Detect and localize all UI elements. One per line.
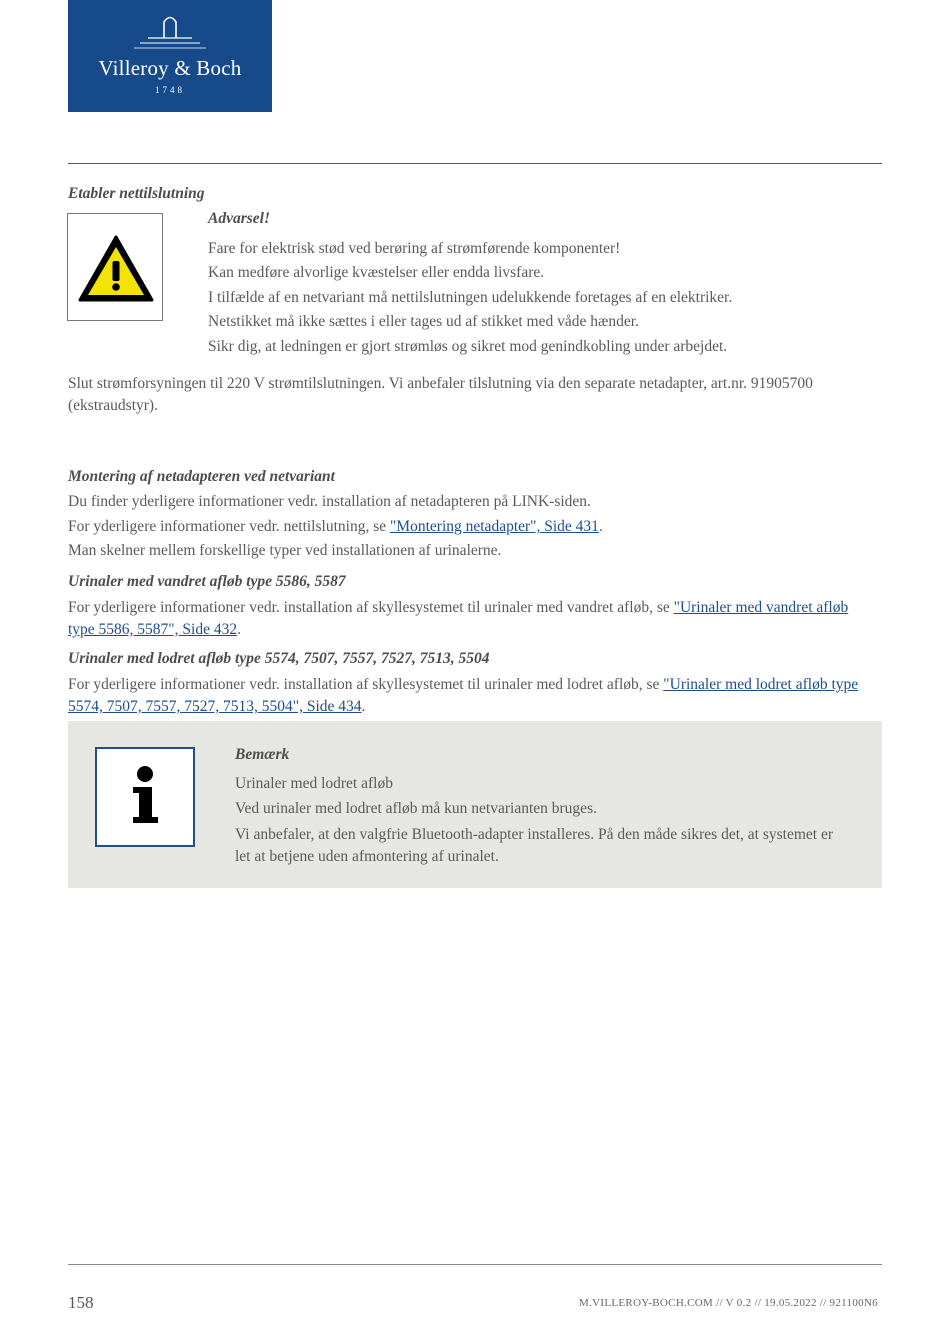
- logo-brand-text: Villeroy & Boch: [98, 56, 242, 80]
- warning-line-2: Kan medføre alvorlige kvæstelser eller endda livsfare.: [208, 264, 545, 281]
- vandret-prefix: For yderligere informationer vedr. installation af skyllesystemet til urinaler med vandret afløb, se: [68, 599, 674, 616]
- logo-year: 1748: [155, 85, 185, 95]
- warning-triangle-icon: [77, 234, 155, 304]
- lodret-afloeb-link[interactable]: "Urinaler med lodret afløb type 5574, 7507, 7557, 7527, 7513, 5504", Side 434: [68, 676, 859, 715]
- lodret-prefix: For yderligere informationer vedr. installation af skyllesystemet til urinaler med lodret afløb, se: [68, 676, 664, 693]
- vandret-afloeb-paragraph: [68, 597, 858, 641]
- note-title: Bemærk: [235, 746, 290, 763]
- montering-netadapter-link[interactable]: "Montering netadapter", Side 431: [389, 518, 599, 535]
- brand-logo: [68, 0, 272, 112]
- warning-icon-frame: [67, 213, 163, 321]
- note-line-1: Urinaler med lodret afløb: [235, 775, 393, 792]
- note-line-3: Vi anbefaler, at den valgfrie Bluetooth-adapter installeres. På den måde sikres det, at systemet er let at betjene uden afmontering af urinalet.: [235, 826, 833, 865]
- link-site-info: Du finder yderligere informationer vedr. installation af netadapteren på LINK-siden.: [68, 493, 591, 510]
- reference-suffix: .: [598, 518, 603, 535]
- warning-title: Advarsel!: [208, 210, 270, 227]
- vandret-suffix: .: [237, 621, 241, 638]
- warning-line-4: Netstikket må ikke sættes i eller tages ud af stikket med våde hænder.: [208, 313, 639, 330]
- info-icon-frame: [95, 747, 195, 847]
- heading-etabler-nettilslutning: Etabler nettilslutning: [68, 185, 205, 202]
- reference-prefix: For yderligere informationer vedr. nettilslutning, se: [68, 518, 390, 535]
- header-divider: [68, 163, 882, 164]
- heading-lodret-afloeb: Urinaler med lodret afløb type 5574, 7507, 7557, 7527, 7513, 5504: [68, 650, 490, 667]
- info-icon: [97, 749, 193, 845]
- lodret-suffix: .: [361, 698, 366, 715]
- nettilslutning-reference: [68, 518, 603, 536]
- vandret-afloeb-link[interactable]: "Urinaler med vandret afløb type 5586, 5587", Side 432: [68, 599, 849, 638]
- page-number: 158: [68, 1293, 94, 1312]
- power-supply-paragraph: Slut strømforsyningen til 220 V strømtilslutningen. Vi anbefaler tilslutning via den separate netadapter, art.nr. 91905700 (ekstraudstyr).: [68, 375, 813, 414]
- warning-line-3: I tilfælde af en netvariant må nettilslutningen udelukkende foretages af en elektriker.: [208, 289, 733, 306]
- urinal-types-intro: Man skelner mellem forskellige typer ved installationen af urinalerne.: [68, 542, 502, 559]
- warning-line-1: Fare for elektrisk stød ved berøring af strømførende komponenter!: [208, 240, 621, 257]
- heading-montering-netadapter: Montering af netadapteren ved netvariant: [68, 468, 335, 485]
- note-line-2: Ved urinaler med lodret afløb må kun netvarianten bruges.: [235, 800, 597, 817]
- lodret-afloeb-paragraph: [68, 674, 880, 718]
- footer-meta: M.VILLEROY-BOCH.COM // V 0.2 // 19.05.2022 // 921100N6: [579, 1297, 878, 1309]
- footer-divider: [68, 1264, 882, 1265]
- warning-line-5: Sikr dig, at ledningen er gjort strømløs og sikret mod genindkobling under arbejdet.: [208, 338, 728, 355]
- heading-vandret-afloeb: Urinaler med vandret afløb type 5586, 5587: [68, 573, 346, 590]
